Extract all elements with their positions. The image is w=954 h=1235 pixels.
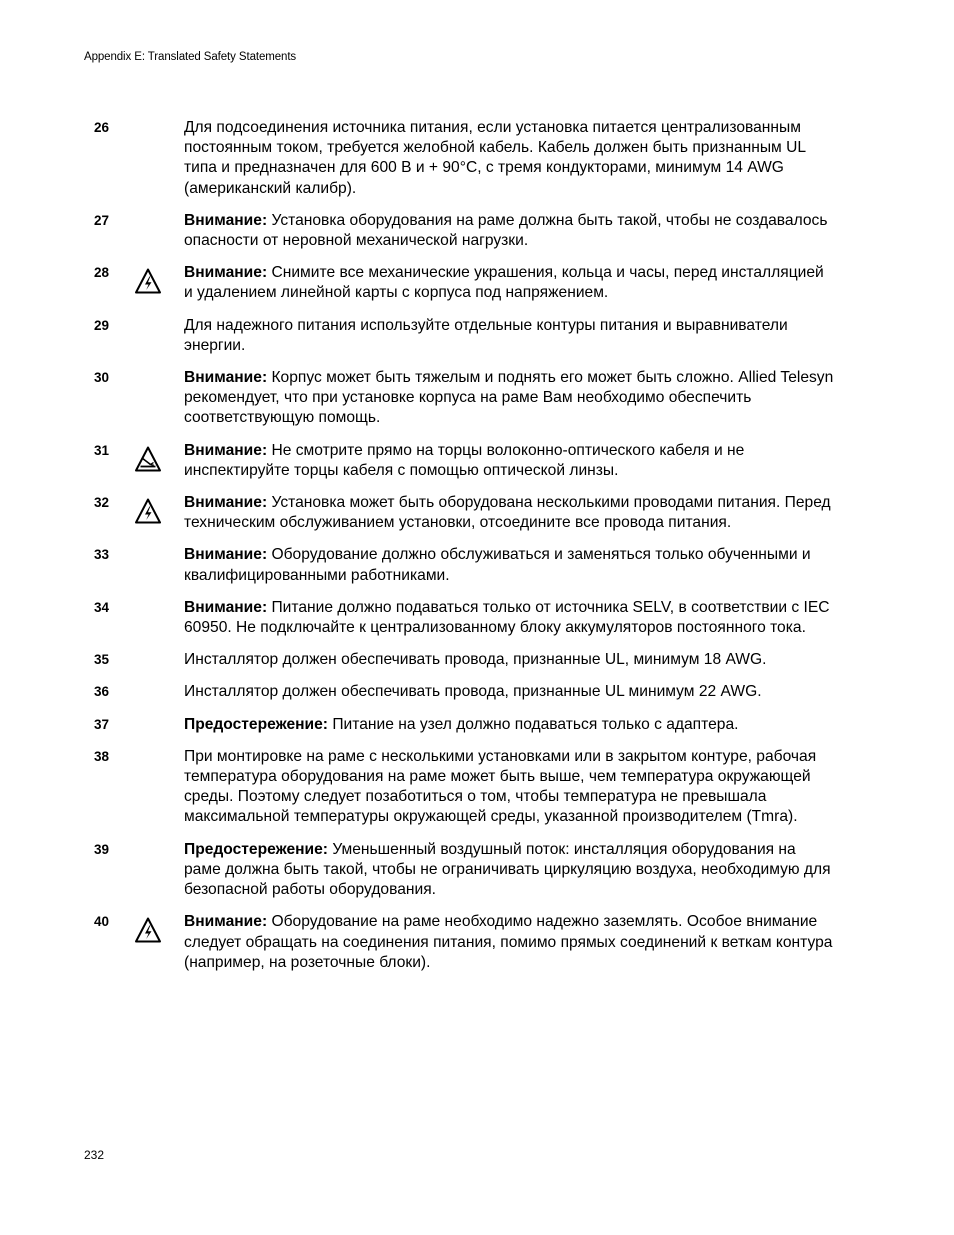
- statement-body: Установка оборудования на раме должна быть такой, чтобы не создавалось опасности от неровной механической нагрузки.: [184, 211, 828, 250]
- statement-number: 36: [94, 684, 110, 700]
- statement-lead: Внимание:: [184, 369, 268, 387]
- safety-statement-list: [0, 118, 954, 985]
- safety-statement: [0, 598, 954, 638]
- statement-number: 32: [94, 495, 110, 511]
- statement-number: 28: [94, 265, 110, 281]
- statement-number: 27: [94, 212, 110, 228]
- safety-statement: [0, 493, 954, 533]
- statement-text-block: [184, 650, 834, 670]
- statement-body: Инсталлятор должен обеспечивать провода, признанные UL минимум 22 AWG.: [184, 683, 762, 701]
- statement-body: Инсталлятор должен обеспечивать провода, признанные UL, минимум 18 AWG.: [184, 651, 767, 669]
- statement-number: 30: [94, 370, 110, 386]
- statement-text-block: [184, 682, 834, 702]
- safety-statement: [0, 545, 954, 585]
- statement-lead: Внимание:: [184, 546, 268, 564]
- statement-body: Корпус может быть тяжелым и поднять его может быть сложно. Allied Telesyn рекомендует, что при установке корпуса на раме Вам необходимо обеспечить соответствующую помощь.: [184, 369, 834, 427]
- statement-number: 35: [94, 652, 110, 668]
- statement-body: Для надежного питания используйте отдельные контуры питания и выравниватели энергии.: [184, 316, 788, 354]
- statement-body: Оборудование должно обслуживаться и заменяться только обученными и квалифицированными работниками.: [184, 546, 811, 584]
- statement-number: 33: [94, 547, 110, 563]
- laser-radiation-warning-icon: [134, 445, 162, 473]
- statement-body: Уменьшенный воздушный поток: инсталляция оборудования на раме должна быть такой, чтобы не ограничивать циркуляцию воздуха, необходимую для безопасной работы оборудования.: [184, 840, 831, 899]
- safety-statement: [0, 316, 954, 356]
- statement-body: Питание должно подаваться только от источника SELV, в соответствии с IEC 60950. Не подключайте к централизованному блоку аккумуляторов постоянного тока.: [184, 598, 830, 637]
- statement-body: Питание на узел должно подаваться только с адаптера.: [328, 715, 739, 733]
- statement-body: Не смотрите прямо на торцы волоконно-оптического кабеля и не инспектируйте торцы кабеля с помощью оптической линзы.: [184, 441, 745, 479]
- statement-text-block: [184, 912, 834, 973]
- statement-lead: Внимание:: [184, 441, 268, 459]
- statement-number: 38: [94, 748, 110, 764]
- statement-text-block: [184, 598, 834, 638]
- statement-number: 34: [94, 599, 110, 615]
- safety-statement: [0, 747, 954, 828]
- electrical-hazard-warning-icon: [134, 497, 162, 525]
- statement-body: Установка может быть оборудована несколькими проводами питания. Перед техническим обслуживанием установки, отсоедините все провода питания.: [184, 494, 831, 532]
- statement-number: 39: [94, 841, 110, 857]
- running-header: Appendix E: Translated Safety Statements: [84, 51, 297, 63]
- statement-text-block: [184, 715, 834, 735]
- statement-text-block: [184, 263, 834, 303]
- statement-body: Для подсоединения источника питания, если установка питается централизованным постоянным током, требуется желобной кабель. Кабель должен быть признанным UL типа и предназначен для 600 В и + 90°С, с тремя кондукторами, минимум 14 AWG (американский калибр).: [184, 119, 806, 197]
- safety-statement: [0, 118, 954, 199]
- statement-lead: Предостережение:: [184, 715, 328, 733]
- statement-text-block: [184, 441, 834, 481]
- safety-statement: [0, 840, 954, 901]
- safety-statement: [0, 650, 954, 670]
- safety-statement: [0, 912, 954, 973]
- statement-number: 37: [94, 716, 110, 732]
- statement-text-block: [184, 493, 834, 533]
- statement-number: 29: [94, 317, 110, 333]
- statement-body: Снимите все механические украшения, кольца и часы, перед инсталляцией и удалением линейной карты с корпуса под напряжением.: [184, 264, 824, 302]
- statement-text-block: [184, 368, 834, 429]
- statement-text-block: [184, 316, 834, 356]
- safety-statement: [0, 441, 954, 481]
- statement-number: 40: [94, 914, 110, 930]
- safety-statement: [0, 263, 954, 303]
- statement-text-block: [184, 211, 834, 251]
- safety-statement: [0, 368, 954, 429]
- statement-text-block: [184, 118, 834, 199]
- statement-text-block: [184, 747, 834, 828]
- safety-statement: [0, 682, 954, 702]
- statement-number: 31: [94, 442, 110, 458]
- statement-body: При монтировке на раме с несколькими установками или в закрытом контуре, рабочая температура оборудования на раме может быть выше, чем температура окружающей среды. Поэтому следует позаботиться о том, чтобы температура не превышала максимальной температуры окружающей среды, указанной производителем (Tmra).: [184, 747, 817, 826]
- safety-statement: [0, 715, 954, 735]
- statement-lead: Внимание:: [184, 211, 268, 229]
- safety-statement: [0, 211, 954, 251]
- statement-number: 26: [94, 120, 110, 135]
- statement-lead: Внимание:: [184, 913, 268, 931]
- electrical-hazard-warning-icon: [134, 916, 162, 944]
- electrical-hazard-warning-icon: [134, 267, 162, 295]
- statement-text-block: [184, 545, 834, 585]
- statement-lead: Внимание:: [184, 264, 268, 282]
- statement-lead: Предостережение:: [184, 840, 328, 858]
- statement-lead: Внимание:: [184, 598, 268, 616]
- statement-lead: Внимание:: [184, 494, 268, 512]
- page-number: 232: [84, 1148, 105, 1162]
- statement-body: Оборудование на раме необходимо надежно заземлять. Особое внимание следует обращать на соединения питания, помимо прямых соединений к веткам контура (например, на розеточные блоки).: [184, 913, 833, 971]
- statement-text-block: [184, 840, 834, 901]
